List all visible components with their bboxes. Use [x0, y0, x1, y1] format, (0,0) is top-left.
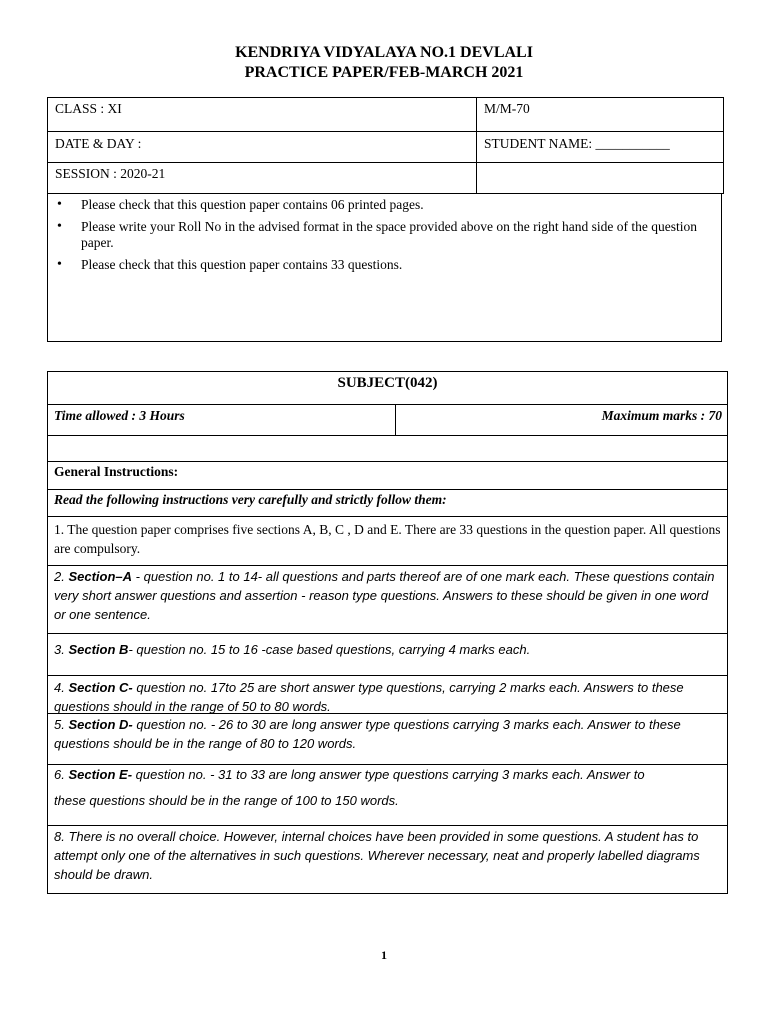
- max-marks-label: M/M-70: [484, 101, 530, 116]
- note-item: • Please check that this question paper contains 33 questions.: [81, 257, 713, 273]
- notes-list: [47, 197, 713, 273]
- instruction-2: 2. Section–A - question no. 1 to 14- all questions and parts thereof are of one mark each. These questions contain very short answer questions and assertion - reason type questions. Answers to these should be given in one word or one sentence.: [54, 569, 715, 622]
- student-name-label: STUDENT NAME: ___________: [484, 136, 670, 151]
- paper-title: PRACTICE PAPER/FEB-MARCH 2021: [244, 64, 524, 81]
- instruction-1: 1. The question paper comprises five sections A, B, C , D and E. There are 33 questions in the question paper. All questions are compulsory.: [54, 522, 721, 556]
- session-label: SESSION : 2020-21: [55, 166, 166, 181]
- instruction-6: 6. Section E- question no. - 31 to 33 are long answer type questions carrying 3 marks each. Answer to: [54, 767, 645, 782]
- class-label: CLASS : XI: [55, 101, 122, 116]
- date-day-label: DATE & DAY :: [55, 136, 142, 151]
- read-carefully-note: Read the following instructions very carefully and strictly follow them:: [54, 492, 447, 507]
- subject-title: SUBJECT(042): [337, 375, 438, 391]
- general-instructions-heading: General Instructions:: [54, 464, 179, 479]
- instruction-6-continued: these questions should be in the range of 100 to 150 words.: [54, 793, 399, 808]
- instruction-4: 4. Section C- question no. 17to 25 are short answer type questions, carrying 2 marks each. Answers to these questions should in the range of 50 to 80 words.: [54, 680, 684, 714]
- note-item: • Please write your Roll No in the advised format in the space provided above on the right hand side of the question paper.: [81, 219, 713, 251]
- time-allowed: Time allowed : 3 Hours: [54, 408, 185, 423]
- school-name: KENDRIYA VIDYALAYA NO.1 DEVLALI: [235, 44, 533, 61]
- maximum-marks: Maximum marks : 70: [601, 408, 722, 423]
- instruction-8: 8. There is no overall choice. However, internal choices have been provided in some questions. A student has to attempt only one of the alternatives in such questions. Wherever necessary, neat and properly labelled diagrams should be drawn.: [54, 829, 700, 882]
- page-number: 1: [381, 948, 387, 962]
- instruction-3: 3. Section B- question no. 15 to 16 -case based questions, carrying 4 marks each.: [54, 642, 531, 657]
- note-item: • Please check that this question paper contains 06 printed pages.: [81, 197, 713, 213]
- instruction-5: 5. Section D- question no. - 26 to 30 are long answer type questions carrying 3 marks each. Answer to these questions should be in the range of 80 to 120 words.: [54, 717, 681, 751]
